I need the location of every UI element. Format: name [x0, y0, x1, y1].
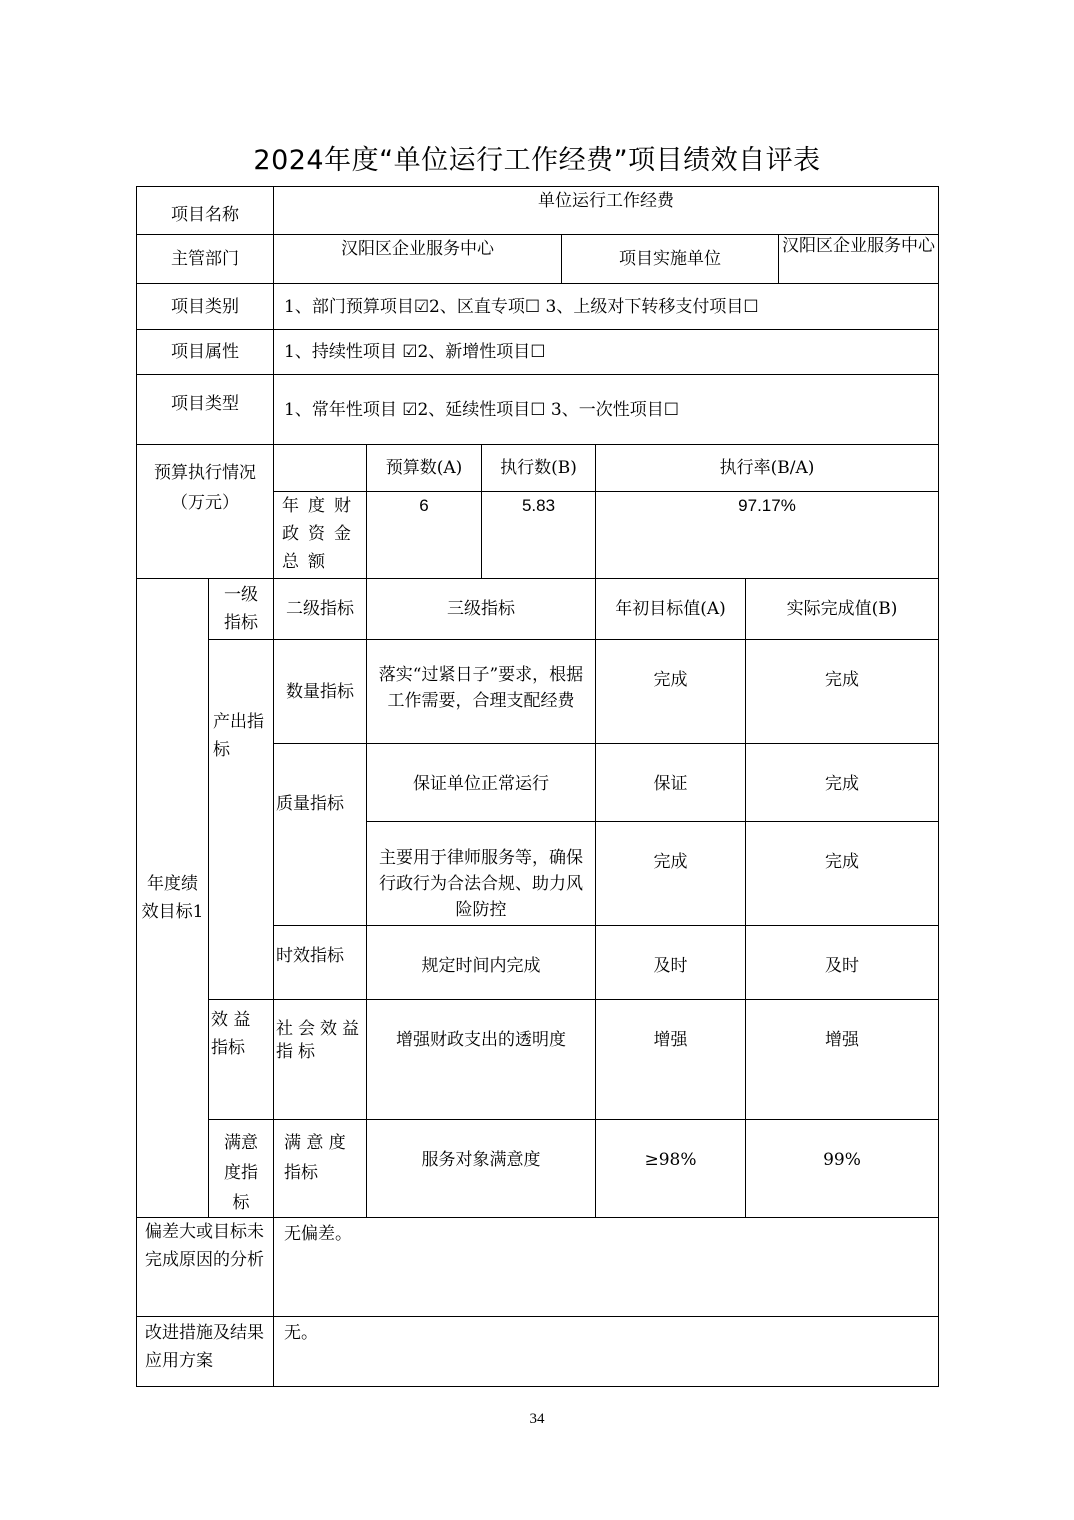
- row-actual: 完成: [825, 774, 859, 794]
- budget-col-rate: 执行率(B/A): [719, 458, 815, 478]
- row-actual: 完成: [825, 670, 859, 690]
- row-level3: 主要用于律师服务等，确保行政行为合法合规、助力风险防控: [379, 848, 583, 920]
- row-level2: 质量指标: [276, 794, 344, 814]
- row-level2: 时效指标: [276, 946, 344, 966]
- rate-value: 97.17%: [738, 496, 796, 515]
- goals-section-label: 年度绩效目标1: [141, 874, 204, 922]
- category-label: 项目类别: [171, 296, 239, 317]
- project-name-label: 项目名称: [171, 204, 239, 225]
- page-title: 2024年度“单位运行工作经费”项目绩效自评表: [253, 145, 821, 176]
- row-target: 完成: [653, 670, 688, 690]
- output-indicator-label: 产出指标: [213, 712, 264, 760]
- improvement-label: 改进措施及结果应用方案: [145, 1323, 264, 1371]
- budget-value: 6: [419, 496, 429, 515]
- impl-unit-label: 项目实施单位: [619, 249, 721, 269]
- type-label: 项目类型: [171, 394, 239, 414]
- row-level3: 落实“过紧日子”要求，根据工作需要，合理支配经费: [378, 665, 584, 711]
- project-name-value: 单位运行工作经费: [538, 191, 674, 211]
- row-target: 及时: [653, 956, 688, 976]
- deviation-value: 无偏差。: [284, 1224, 352, 1244]
- page-number: 34: [529, 1411, 545, 1427]
- row-actual: 完成: [825, 852, 859, 872]
- type-value: 1、常年性项目 ☑2、延续性项目☐ 3、一次性项目☐: [284, 399, 679, 420]
- exec-value: 5.83: [521, 496, 556, 515]
- row-actual: 增强: [825, 1030, 859, 1050]
- header-level3: 三级指标: [447, 599, 515, 619]
- improvement-value: 无。: [284, 1323, 318, 1343]
- dept-label: 主管部门: [171, 249, 239, 269]
- row-actual: 及时: [825, 956, 859, 976]
- row-actual: 99%: [823, 1150, 861, 1170]
- budget-label: 预算执行情况（万元）: [154, 463, 256, 513]
- deviation-label: 偏差大或目标未完成原因的分析: [145, 1222, 264, 1270]
- header-actual: 实际完成值(B): [786, 599, 898, 619]
- attribute-value: 1、持续性项目 ☑2、新增性项目☐: [284, 342, 546, 362]
- budget-col-exec: 执行数(B): [500, 458, 577, 478]
- header-level1: 一级指标: [224, 585, 258, 633]
- dept-value: 汉阳区企业服务中心: [341, 239, 494, 259]
- impl-unit-value: 汉阳区企业服务中心: [782, 236, 935, 256]
- row-level2: 社会效益指标: [276, 1019, 364, 1062]
- attribute-label: 项目属性: [171, 342, 239, 362]
- satisfaction-indicator-label: 满意度指标: [224, 1133, 258, 1213]
- row-level3: 增强财政支出的透明度: [396, 1030, 566, 1050]
- benefit-indicator-label: 效 益 指标: [211, 1010, 251, 1058]
- budget-row-label: 年度财政资金总额: [282, 496, 360, 572]
- budget-col-budget: 预算数(A): [385, 458, 463, 478]
- row-level2: 数量指标: [286, 682, 354, 702]
- row-level3: 服务对象满意度: [421, 1150, 541, 1170]
- row-target: 完成: [653, 852, 688, 872]
- header-level2: 二级指标: [286, 599, 354, 619]
- row-level3: 保证单位正常运行: [413, 774, 549, 794]
- header-target: 年初目标值(A): [615, 599, 726, 619]
- row-target: 增强: [653, 1030, 688, 1050]
- row-level2: 满 意 度 指标: [284, 1133, 346, 1183]
- category-value: 1、部门预算项目☑2、区直专项☐ 3、上级对下转移支付项目☐: [284, 296, 759, 317]
- row-target: 保证: [653, 774, 688, 794]
- row-level3: 规定时间内完成: [421, 956, 541, 976]
- row-target: ≥98%: [644, 1150, 697, 1170]
